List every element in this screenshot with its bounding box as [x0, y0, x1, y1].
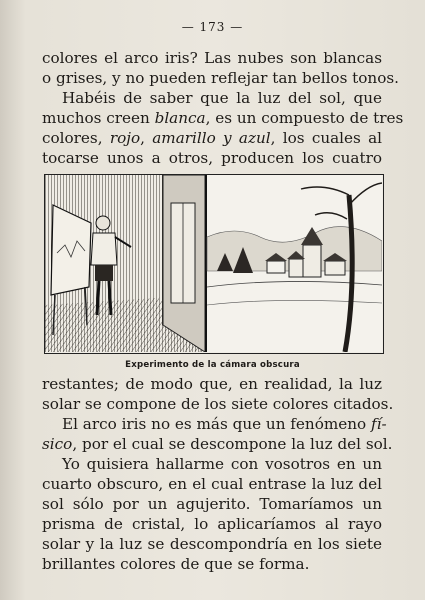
text-line: sico, por el cual se descompone la luz del sol.: [42, 435, 393, 453]
text-line: sol sólo por un agujerito. Tomaríamos un: [42, 495, 382, 513]
dark-room-scene: [45, 175, 205, 352]
text-line: tocarse unos a otros, producen los cuatro: [42, 149, 382, 167]
text-line: prisma de cristal, lo aplicaríamos al rayo: [42, 515, 382, 533]
page-number: — 173 —: [181, 20, 244, 34]
figure-caption: Experimento de la cámara obscura: [125, 360, 300, 370]
paragraph-bottom: [42, 374, 394, 574]
text-line: solar se compone de los siete colores citados.: [42, 395, 394, 413]
text-line: colores el arco iris? Las nubes son blancas: [42, 49, 382, 67]
camera-obscura-illustration: [44, 174, 384, 354]
text-line: brillantes colores de que se forma.: [42, 555, 310, 573]
text-line: cuarto obscuro, en el cual entrase la luz del: [42, 475, 382, 493]
text-line: Yo quisiera hallarme con vosotros en un: [62, 455, 382, 473]
landscape-scene: [207, 175, 382, 352]
text-line: o grises, y no pueden reflejar tan bellos tonos.: [42, 69, 399, 87]
text-line: colores, rojo, amarillo y azul, los cuales al: [42, 129, 383, 147]
text-line: restantes; de modo que, en realidad, la luz: [42, 375, 382, 393]
text-line: Habéis de saber que la luz del sol, que: [62, 89, 382, 107]
text-line: solar y la luz se descompondría en los siete: [42, 535, 382, 553]
text-line: muchos creen blanca, es un compuesto de tres: [42, 109, 404, 127]
text-line: El arco iris no es más que un fenómeno fí-: [62, 415, 387, 433]
paragraph-top: [42, 48, 404, 168]
